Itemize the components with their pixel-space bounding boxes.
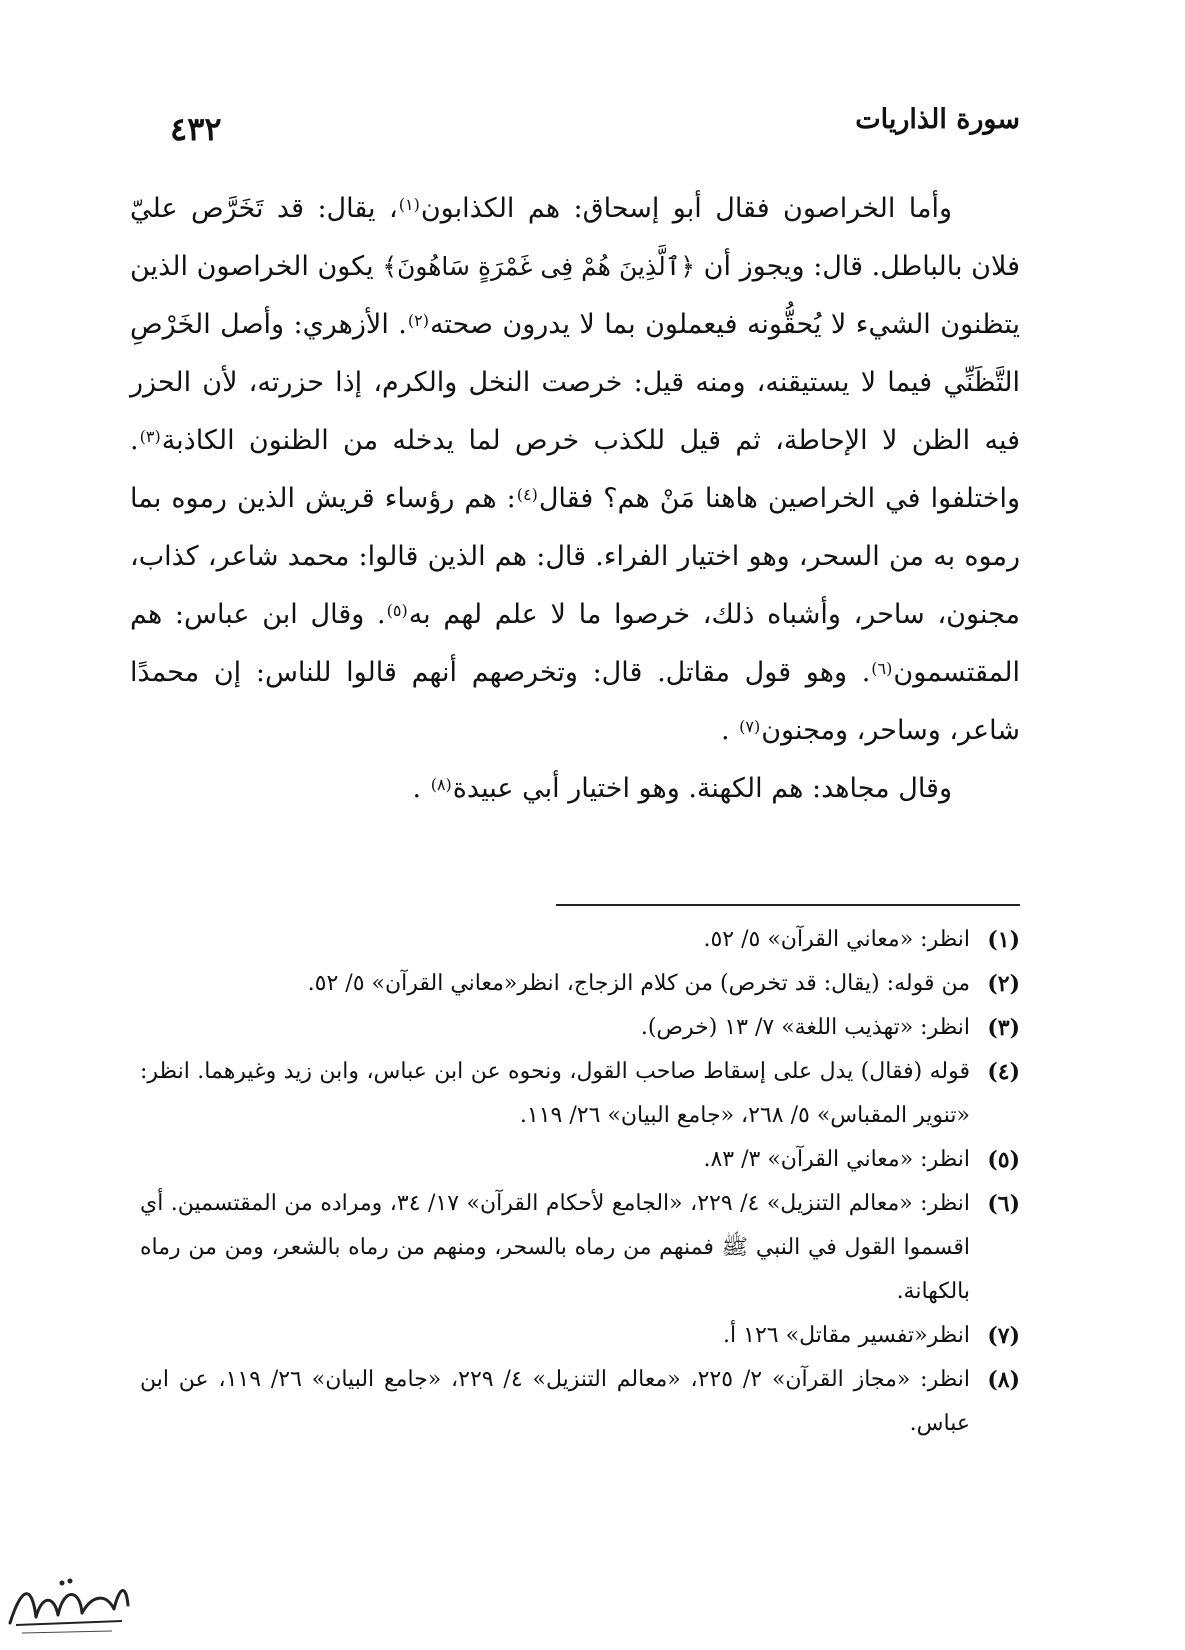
footnote-number: (١) <box>987 927 1020 953</box>
footnote <box>140 962 1020 1006</box>
footnote <box>140 1182 1020 1314</box>
footnote-text: انظر: «معاني القرآن» ٥/ ٥٢. <box>703 927 970 952</box>
text-run: . <box>720 715 739 746</box>
text-run: . وقال ابن عباس: هم المقتسمون <box>130 599 1020 688</box>
text-run: وأما الخراصون فقال أبو إسحاق: هم الكذابون <box>420 193 952 224</box>
footnote <box>140 1050 1020 1138</box>
text-run: . <box>412 773 430 804</box>
footnote <box>140 1358 1020 1446</box>
footnote <box>140 1006 1020 1050</box>
footnote-number: (٧) <box>987 1323 1020 1349</box>
text-run: . الأزهري: وأصل الخَرْصِ التَّظَنِّي فيما لا يستيقنه، ومنه قيل: خرصت النخل والكرم، إذا حزرته، لأن الحزر فيه الظن لا الإحاطة، ثم قيل للكذب خرص لما يدخله من الظنون الكاذبة <box>130 309 1020 456</box>
footnote-number: (٣) <box>987 1015 1020 1041</box>
footnote-ref: (٢) <box>407 311 429 330</box>
text-run: : هم رؤساء قريش الذين رموه بما رموه به من السحر، وهو اختيار الفراء. قال: هم الذين قالوا: محمد شاعر، كذاب، مجنون، ساحر، وأشباه ذلك، خرصوا ما لا علم لهم به <box>130 483 1020 630</box>
publisher-logo <box>2 1565 132 1637</box>
footnote-ref: (٦) <box>871 659 893 678</box>
text-run: ، يقال: قد تَخَرَّص عليّ فلان بالباطل. قال: ويجوز أن <box>130 193 1021 282</box>
footnote <box>140 1138 1020 1182</box>
text-run: يكون الخراصون الذين يتظنون الشيء لا يُحقُّونه فيعملون بما لا يدرون صحته <box>130 251 1020 340</box>
footnote-ref: (٤) <box>516 485 538 504</box>
footnote-number: (٦) <box>987 1191 1020 1217</box>
quran-verse: ﴿ٱلَّذِينَ هُمْ فِى غَمْرَةٍ سَاهُونَ﴾ <box>382 252 696 281</box>
footnote-text: انظر«تفسير مقاتل» ١٢٦ أ. <box>723 1323 970 1348</box>
footnote-text: انظر: «مجاز القرآن» ٢/ ٢٢٥، «معالم التنزيل» ٤/ ٢٢٩، «جامع البيان» ٢٦/ ١١٩، عن ابن عباس. <box>140 1367 970 1436</box>
main-text <box>130 180 1020 818</box>
paragraph <box>130 180 1020 760</box>
text-run: وقال مجاهد: هم الكهنة. وهو اختيار أبي عبيدة <box>452 773 952 804</box>
footnote-text: قوله (فقال) يدل على إسقاط صاحب القول، ونحوه عن ابن عباس، وابن زيد وغيرهما. انظر: «تنوير المقباس» ٥/ ٢٦٨، «جامع البيان» ٢٦/ ١١٩. <box>140 1059 970 1128</box>
footnote-text: انظر: «معالم التنزيل» ٤/ ٢٢٩، «الجامع لأحكام القرآن» ١٧/ ٣٤، ومراده من المقتسمين. أي اقسموا القول في النبي ﷺ فمنهم من رماه بالسحر، ومنهم من رماه بالشعر، ومن من رماه بالكهانة. <box>140 1191 971 1304</box>
footnote-text: انظر: «معاني القرآن» ٣/ ٨٣. <box>703 1147 970 1172</box>
footnote-divider <box>556 904 1020 906</box>
footnote-ref: (٣) <box>139 427 161 446</box>
footnote <box>140 918 1020 962</box>
footnote-number: (٥) <box>987 1147 1020 1173</box>
page-header <box>170 104 1020 164</box>
footnote-text: من قوله: (يقال: قد تخرص) من كلام الزجاج، انظر«معاني القرآن» ٥/ ٥٢. <box>307 971 970 996</box>
footnote <box>140 1314 1020 1358</box>
paragraph <box>130 760 1020 818</box>
text-run: . وهو قول مقاتل. قال: وتخرصهم أنهم قالوا للناس: إن محمدًا شاعر، وساحر، ومجنون <box>130 657 1020 746</box>
text-run: . واختلفوا في الخراصين هاهنا مَنْ هم؟ فقال <box>130 425 1020 514</box>
footnote-number: (٤) <box>987 1059 1020 1085</box>
page-number: ٤٣٢ <box>170 110 222 148</box>
footnote-ref: (٨) <box>430 775 452 794</box>
footnote-ref: (٥) <box>386 601 408 620</box>
footnotes <box>140 918 1020 1446</box>
footnote-text: انظر: «تهذيب اللغة» ٧/ ١٣ (خرص). <box>640 1015 970 1040</box>
footnote-number: (٢) <box>987 971 1020 997</box>
footnote-ref: (١) <box>398 195 420 214</box>
footnote-number: (٨) <box>987 1367 1020 1393</box>
footnote-ref: (٧) <box>739 717 761 736</box>
page-title: سورة الذاريات <box>855 104 1020 135</box>
